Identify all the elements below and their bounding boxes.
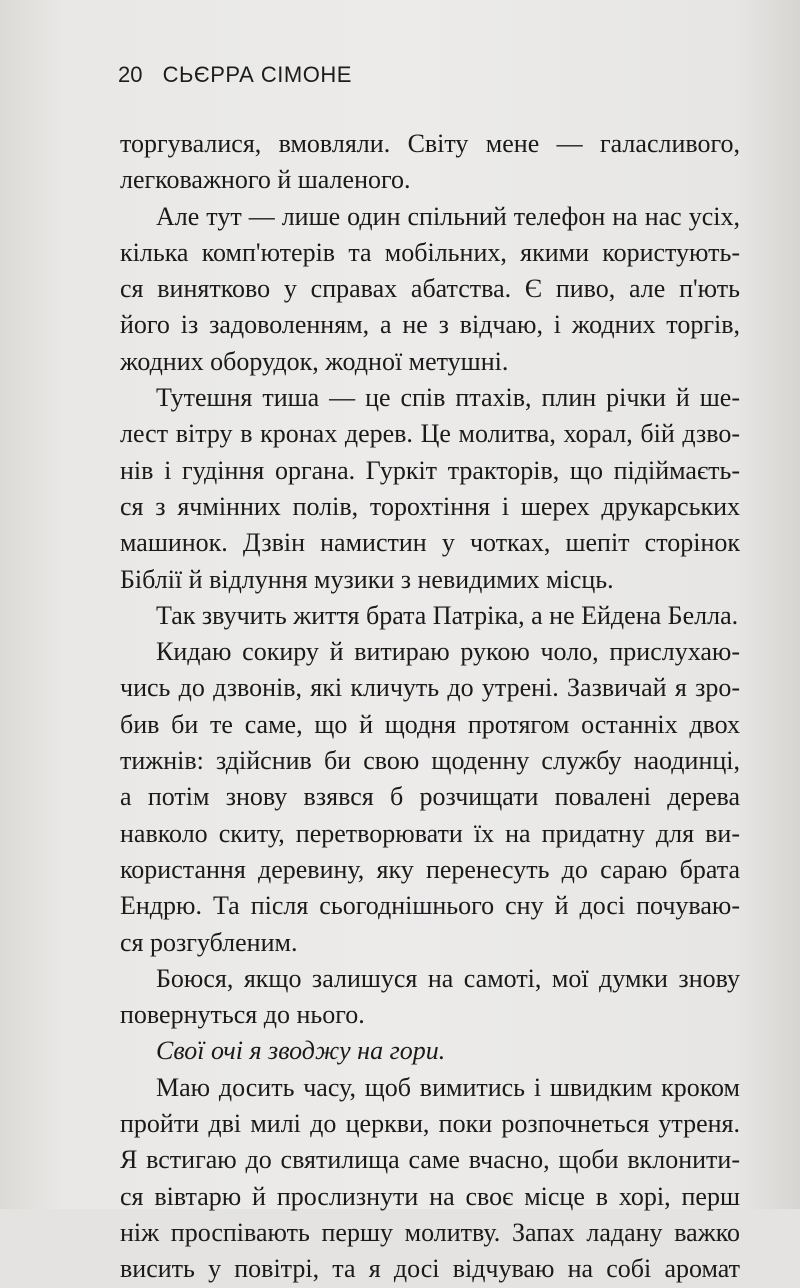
text-line: Боюся, якщо залишуся на самоті, мої думки знову bbox=[156, 963, 740, 993]
text-line: його із задоволенням, а не з відчаю, і жодних торгів, bbox=[120, 310, 740, 340]
text-line: ніж проспівають першу молитву. Запах ладану важко bbox=[120, 1217, 740, 1247]
text-line: тижнів: здійснив би свою щоденну службу наодинці, bbox=[120, 746, 740, 776]
body-text bbox=[120, 126, 740, 1288]
running-head bbox=[118, 62, 352, 88]
text-line: ся розгубленим. bbox=[120, 927, 298, 957]
text-line: навколо скиту, перетворювати їх на придатну для ви- bbox=[120, 818, 740, 848]
text-line: бив би те саме, що й щодня протягом останніх двох bbox=[120, 709, 740, 739]
text-line: пройти дві милі до церкви, поки розпочнеться утреня. bbox=[120, 1109, 740, 1139]
text-line: а потім знову взявся б розчищати повалені дерева bbox=[120, 782, 740, 812]
text-line: висить у повітрі, та я досі відчуваю на собі аромат bbox=[120, 1254, 740, 1284]
text-line: Тутешня тиша — це спів птахів, плин річки й ше- bbox=[156, 383, 740, 413]
text-line: користання деревину, яку перенесуть до сараю брата bbox=[120, 854, 740, 884]
text-line: Ендрю. Та після сьогоднішнього сну й досі почуваю- bbox=[120, 891, 740, 921]
text-line: нів і гудіння органа. Гуркіт тракторів, що підіймаєть- bbox=[120, 455, 740, 485]
running-head-author: СЬЄРРА СІМОНЕ bbox=[162, 62, 352, 87]
text-line: ся вівтарю й прослизнути на своє місце в хорі, перш bbox=[120, 1181, 740, 1211]
text-line: машинок. Дзвін намистин у чотках, шепіт сторінок bbox=[120, 528, 740, 558]
text-line: Маю досить часу, щоб вимитись і швидким кроком bbox=[156, 1072, 740, 1102]
text-line: Біблії й відлуння музики з невидимих місць. bbox=[120, 564, 614, 594]
text-line: лест вітру в кронах дерев. Це молитва, хорал, бій дзво- bbox=[120, 419, 740, 449]
text-line: кілька комп'ютерів та мобільних, якими користують- bbox=[120, 237, 740, 267]
page-number: 20 bbox=[118, 62, 143, 87]
text-line: жодних оборудок, жодної метушні. bbox=[120, 346, 509, 376]
text-line: легковажного й шаленого. bbox=[120, 165, 411, 195]
text-line: ся з ячмінних полів, торохтіння і шерех друкарських bbox=[120, 491, 740, 521]
text-line: Але тут — лише один спільний телефон на нас усіх, bbox=[156, 201, 740, 231]
text-line: Кидаю сокиру й витираю рукою чоло, прислухаю- bbox=[156, 637, 740, 667]
text-line: торгувалися, вмовляли. Світу мене — галасливого, bbox=[120, 129, 740, 158]
text-line: Свої очі я зводжу на гори. bbox=[156, 1036, 446, 1066]
text-line: Так звучить життя брата Патріка, а не Ейдена Белла. bbox=[156, 600, 739, 630]
text-line: чись до дзвонів, які кличуть до утрені. Зазвичай я зро- bbox=[120, 673, 740, 703]
text-line: Я встигаю до святилища саме вчасно, щоби вклонити- bbox=[120, 1145, 740, 1175]
text-line: ся винятково у справах абатства. Є пиво, але п'ють bbox=[120, 274, 740, 304]
text-line: повернуться до нього. bbox=[120, 1000, 365, 1030]
